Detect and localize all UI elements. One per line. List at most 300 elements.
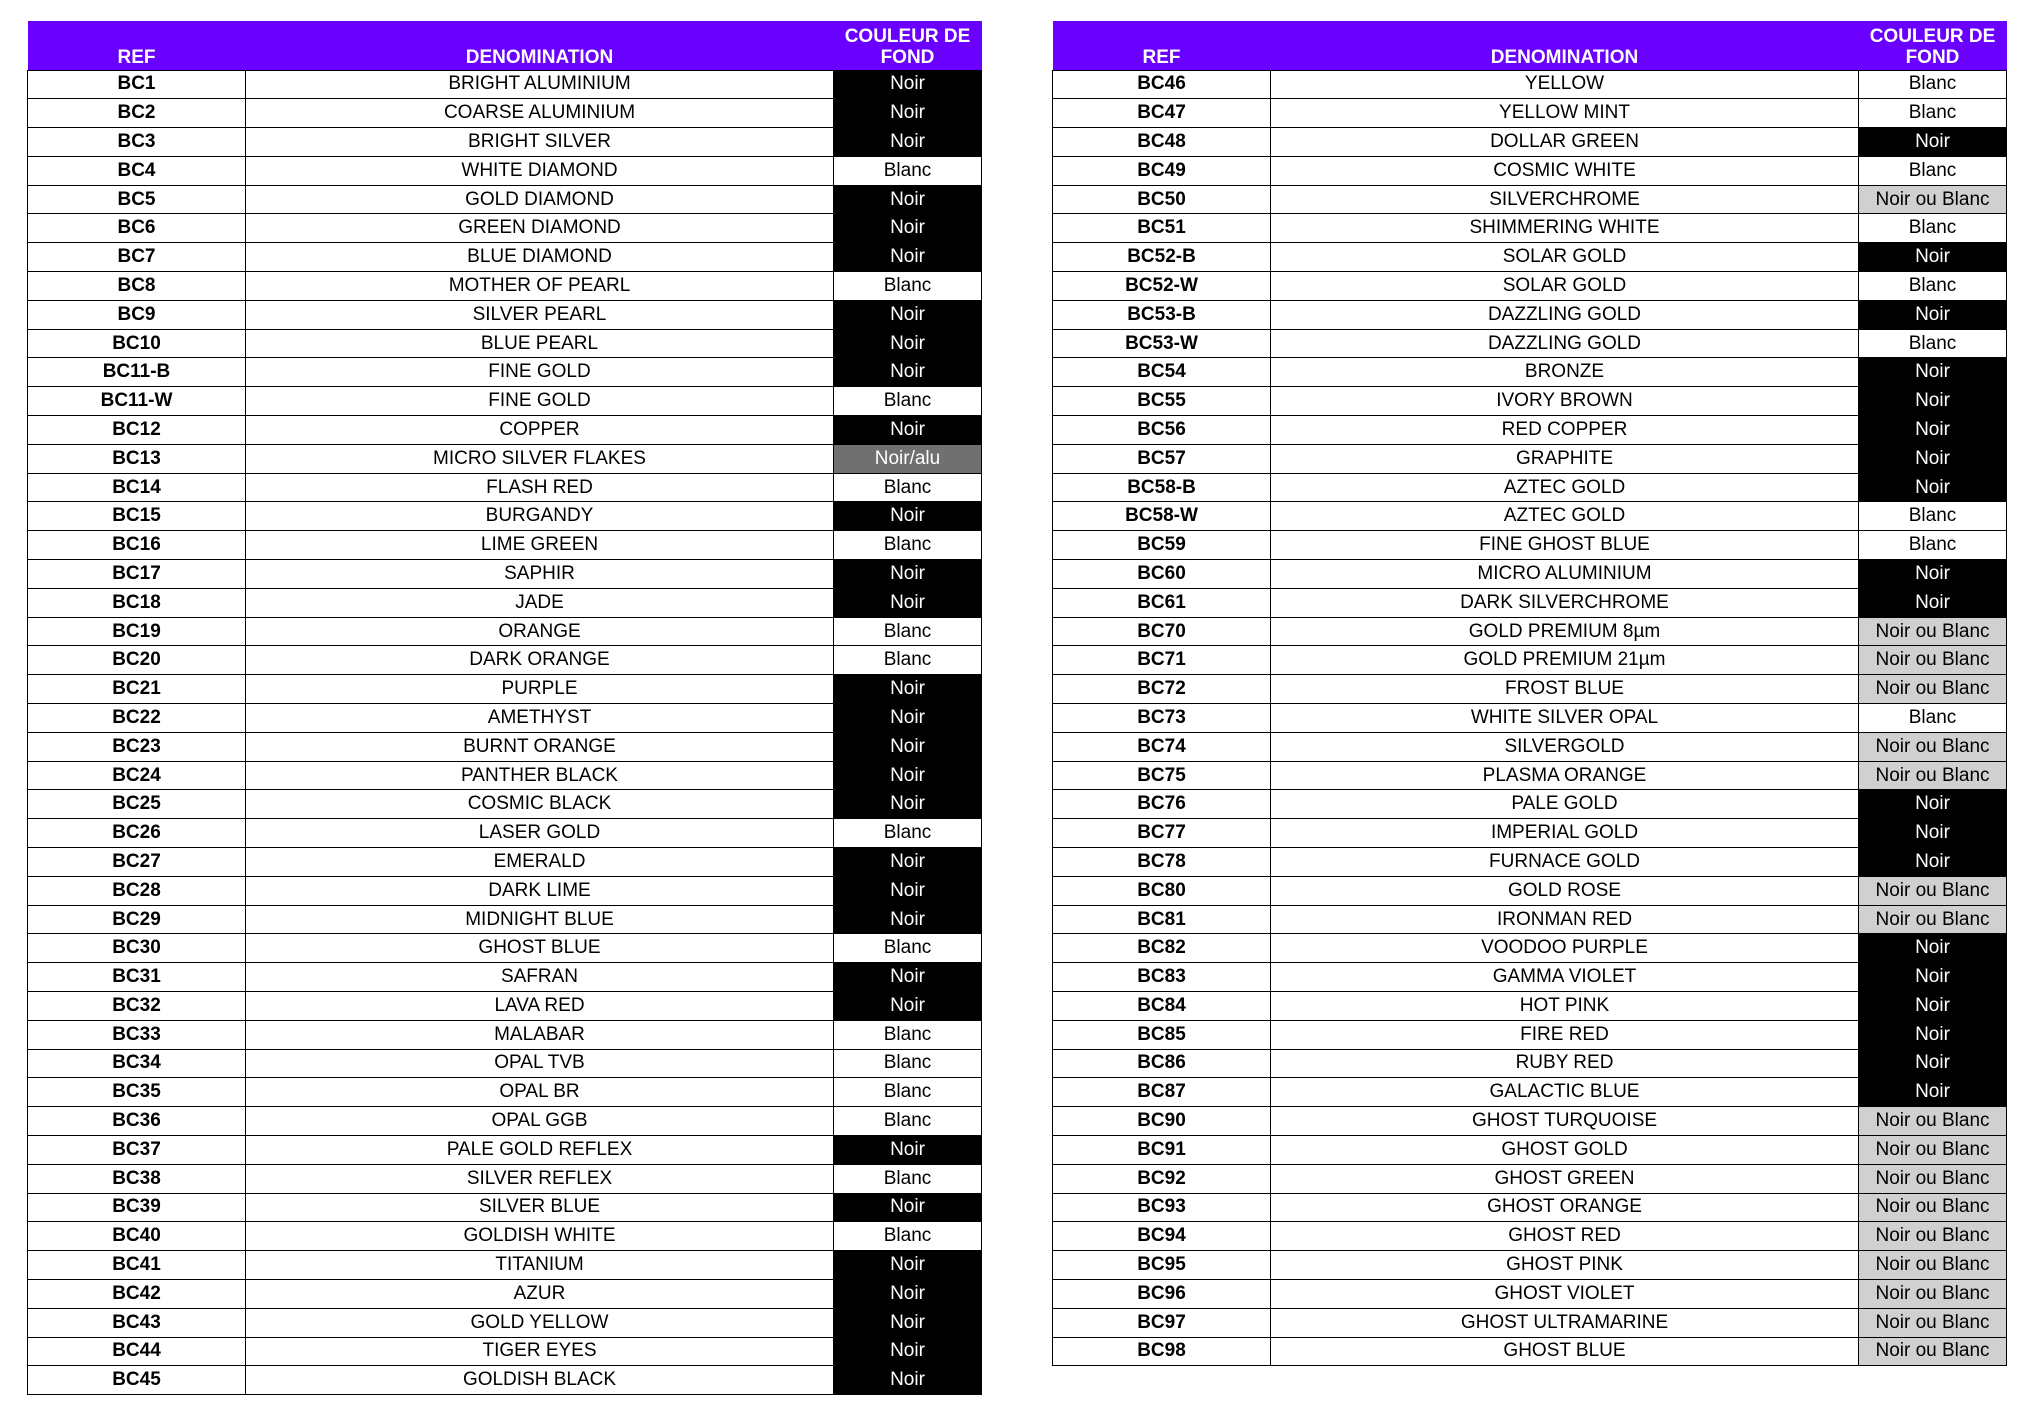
table-row (1053, 272, 2007, 301)
ref-cell: BC43 (28, 1308, 246, 1337)
ref-cell: BC91 (1053, 1135, 1271, 1164)
denomination-cell: GOLD PREMIUM 8µm (1271, 617, 1859, 646)
table-row (28, 1222, 982, 1251)
header-denomination: DENOMINATION (1271, 21, 1859, 70)
denomination-cell: SILVERCHROME (1271, 185, 1859, 214)
denomination-cell: MICRO ALUMINIUM (1271, 560, 1859, 589)
background-color-cell: Noir ou Blanc (1859, 1337, 2007, 1366)
table-row (28, 243, 982, 272)
background-color-cell: Noir (1859, 358, 2007, 387)
ref-cell: BC4 (28, 156, 246, 185)
ref-cell: BC21 (28, 675, 246, 704)
denomination-cell: EMERALD (246, 848, 834, 877)
table-row (28, 70, 982, 99)
table-row (28, 1337, 982, 1366)
background-color-cell: Noir ou Blanc (1859, 1107, 2007, 1136)
ref-cell: BC78 (1053, 848, 1271, 877)
table-row (1053, 1078, 2007, 1107)
table-row (1053, 704, 2007, 733)
table-row (28, 560, 982, 589)
ref-cell: BC40 (28, 1222, 246, 1251)
denomination-cell: AMETHYST (246, 704, 834, 733)
background-color-cell: Noir (834, 992, 982, 1021)
table-row (28, 1020, 982, 1049)
background-color-cell: Blanc (1859, 531, 2007, 560)
table-row (28, 617, 982, 646)
table-row (28, 963, 982, 992)
background-color-cell: Blanc (834, 819, 982, 848)
denomination-cell: FURNACE GOLD (1271, 848, 1859, 877)
denomination-cell: DOLLAR GREEN (1271, 128, 1859, 157)
ref-cell: BC12 (28, 416, 246, 445)
denomination-cell: AZUR (246, 1279, 834, 1308)
background-color-cell: Noir ou Blanc (1859, 1279, 2007, 1308)
ref-cell: BC93 (1053, 1193, 1271, 1222)
ref-cell: BC81 (1053, 905, 1271, 934)
table-row (1053, 992, 2007, 1021)
denomination-cell: SILVERGOLD (1271, 732, 1859, 761)
table-row (1053, 761, 2007, 790)
background-color-cell: Noir (1859, 934, 2007, 963)
background-color-cell: Blanc (1859, 704, 2007, 733)
denomination-cell: FINE GOLD (246, 387, 834, 416)
denomination-cell: BRIGHT SILVER (246, 128, 834, 157)
ref-cell: BC35 (28, 1078, 246, 1107)
ref-cell: BC30 (28, 934, 246, 963)
table-row (1053, 1279, 2007, 1308)
ref-cell: BC53-W (1053, 329, 1271, 358)
ref-cell: BC86 (1053, 1049, 1271, 1078)
denomination-cell: COPPER (246, 416, 834, 445)
background-color-cell: Noir ou Blanc (1859, 905, 2007, 934)
table-row (1053, 502, 2007, 531)
denomination-cell: TITANIUM (246, 1251, 834, 1280)
background-color-cell: Noir (1859, 416, 2007, 445)
ref-cell: BC15 (28, 502, 246, 531)
table-row (28, 934, 982, 963)
table-row (28, 444, 982, 473)
denomination-cell: IVORY BROWN (1271, 387, 1859, 416)
denomination-cell: MIDNIGHT BLUE (246, 905, 834, 934)
background-color-cell: Noir (834, 416, 982, 445)
table-row (1053, 99, 2007, 128)
denomination-cell: VOODOO PURPLE (1271, 934, 1859, 963)
background-color-cell: Noir ou Blanc (1859, 732, 2007, 761)
background-color-cell: Noir ou Blanc (1859, 185, 2007, 214)
denomination-cell: MICRO SILVER FLAKES (246, 444, 834, 473)
ref-cell: BC96 (1053, 1279, 1271, 1308)
table-row (1053, 329, 2007, 358)
background-color-cell: Noir (834, 300, 982, 329)
denomination-cell: DAZZLING GOLD (1271, 300, 1859, 329)
ref-cell: BC41 (28, 1251, 246, 1280)
background-color-cell: Blanc (834, 646, 982, 675)
table-row (28, 761, 982, 790)
denomination-cell: MOTHER OF PEARL (246, 272, 834, 301)
table-row (28, 1366, 982, 1395)
denomination-cell: PALE GOLD REFLEX (246, 1135, 834, 1164)
background-color-cell: Noir (1859, 387, 2007, 416)
denomination-cell: BURGANDY (246, 502, 834, 531)
denomination-cell: GHOST BLUE (246, 934, 834, 963)
denomination-cell: RUBY RED (1271, 1049, 1859, 1078)
table-row (28, 214, 982, 243)
background-color-cell: Blanc (1859, 214, 2007, 243)
background-color-cell: Noir (1859, 992, 2007, 1021)
ref-cell: BC61 (1053, 588, 1271, 617)
background-color-cell: Noir ou Blanc (1859, 646, 2007, 675)
denomination-cell: GHOST ULTRAMARINE (1271, 1308, 1859, 1337)
ref-cell: BC48 (1053, 128, 1271, 157)
denomination-cell: COARSE ALUMINIUM (246, 99, 834, 128)
denomination-cell: LASER GOLD (246, 819, 834, 848)
background-color-cell: Noir (834, 704, 982, 733)
table-row (28, 1049, 982, 1078)
background-color-cell: Noir (834, 1193, 982, 1222)
denomination-cell: IRONMAN RED (1271, 905, 1859, 934)
background-color-cell: Noir (834, 560, 982, 589)
background-color-cell: Noir ou Blanc (1859, 617, 2007, 646)
denomination-cell: BLUE PEARL (246, 329, 834, 358)
ref-cell: BC77 (1053, 819, 1271, 848)
background-color-cell: Noir (834, 502, 982, 531)
background-color-cell: Noir (1859, 848, 2007, 877)
background-color-cell: Noir (1859, 1049, 2007, 1078)
table-row (1053, 185, 2007, 214)
ref-cell: BC32 (28, 992, 246, 1021)
ref-cell: BC57 (1053, 444, 1271, 473)
background-color-cell: Blanc (834, 387, 982, 416)
denomination-cell: YELLOW (1271, 70, 1859, 99)
background-color-cell: Noir (1859, 819, 2007, 848)
background-color-cell: Noir (834, 761, 982, 790)
table-row (1053, 531, 2007, 560)
ref-cell: BC83 (1053, 963, 1271, 992)
denomination-cell: GOLD YELLOW (246, 1308, 834, 1337)
table-row (1053, 156, 2007, 185)
table-row (28, 473, 982, 502)
denomination-cell: AZTEC GOLD (1271, 502, 1859, 531)
background-color-cell: Noir (834, 214, 982, 243)
ref-cell: BC56 (1053, 416, 1271, 445)
ref-cell: BC38 (28, 1164, 246, 1193)
denomination-cell: OPAL GGB (246, 1107, 834, 1136)
table-row (1053, 1164, 2007, 1193)
product-table-left (27, 21, 982, 1395)
header-ref: REF (1053, 21, 1271, 70)
background-color-cell: Blanc (834, 156, 982, 185)
table-row (1053, 1308, 2007, 1337)
background-color-cell: Noir ou Blanc (1859, 1193, 2007, 1222)
ref-cell: BC59 (1053, 531, 1271, 560)
ref-cell: BC36 (28, 1107, 246, 1136)
background-color-cell: Blanc (1859, 156, 2007, 185)
table-row (28, 588, 982, 617)
table-row (28, 128, 982, 157)
denomination-cell: BRONZE (1271, 358, 1859, 387)
background-color-cell: Noir (834, 70, 982, 99)
denomination-cell: MALABAR (246, 1020, 834, 1049)
ref-cell: BC9 (28, 300, 246, 329)
background-color-cell: Noir (834, 1135, 982, 1164)
denomination-cell: FINE GOLD (246, 358, 834, 387)
ref-cell: BC84 (1053, 992, 1271, 1021)
background-color-cell: Blanc (834, 531, 982, 560)
table-row (1053, 617, 2007, 646)
table-row (1053, 444, 2007, 473)
denomination-cell: SOLAR GOLD (1271, 272, 1859, 301)
table-row (28, 704, 982, 733)
ref-cell: BC87 (1053, 1078, 1271, 1107)
table-row (1053, 675, 2007, 704)
ref-cell: BC71 (1053, 646, 1271, 675)
background-color-cell: Noir ou Blanc (1859, 1135, 2007, 1164)
ref-cell: BC52-W (1053, 272, 1271, 301)
denomination-cell: GHOST VIOLET (1271, 1279, 1859, 1308)
ref-cell: BC23 (28, 732, 246, 761)
ref-cell: BC1 (28, 70, 246, 99)
background-color-cell: Noir (1859, 588, 2007, 617)
background-color-cell: Noir (834, 905, 982, 934)
denomination-cell: YELLOW MINT (1271, 99, 1859, 128)
ref-cell: BC58-W (1053, 502, 1271, 531)
table-row (1053, 876, 2007, 905)
denomination-cell: TIGER EYES (246, 1337, 834, 1366)
denomination-cell: HOT PINK (1271, 992, 1859, 1021)
ref-cell: BC80 (1053, 876, 1271, 905)
background-color-cell: Noir (834, 1251, 982, 1280)
table-row (28, 1308, 982, 1337)
table-row (1053, 358, 2007, 387)
denomination-cell: FINE GHOST BLUE (1271, 531, 1859, 560)
table-row (28, 531, 982, 560)
header-denomination: DENOMINATION (246, 21, 834, 70)
table-row (28, 992, 982, 1021)
ref-cell: BC47 (1053, 99, 1271, 128)
background-color-cell: Blanc (834, 1020, 982, 1049)
denomination-cell: PURPLE (246, 675, 834, 704)
background-color-cell: Noir (834, 99, 982, 128)
background-color-cell: Blanc (834, 1049, 982, 1078)
denomination-cell: DARK LIME (246, 876, 834, 905)
ref-cell: BC2 (28, 99, 246, 128)
background-color-cell: Noir (834, 128, 982, 157)
denomination-cell: DARK ORANGE (246, 646, 834, 675)
ref-cell: BC58-B (1053, 473, 1271, 502)
table-row (1053, 1222, 2007, 1251)
table-row (28, 819, 982, 848)
table-row (28, 358, 982, 387)
background-color-cell: Blanc (834, 473, 982, 502)
background-color-cell: Noir (1859, 128, 2007, 157)
table-row (1053, 790, 2007, 819)
denomination-cell: WHITE DIAMOND (246, 156, 834, 185)
denomination-cell: LIME GREEN (246, 531, 834, 560)
ref-cell: BC39 (28, 1193, 246, 1222)
background-color-cell: Noir/alu (834, 444, 982, 473)
denomination-cell: GALACTIC BLUE (1271, 1078, 1859, 1107)
table-row (28, 185, 982, 214)
table-row (28, 416, 982, 445)
ref-cell: BC37 (28, 1135, 246, 1164)
denomination-cell: PANTHER BLACK (246, 761, 834, 790)
ref-cell: BC42 (28, 1279, 246, 1308)
table-row (28, 1251, 982, 1280)
table-row (1053, 588, 2007, 617)
denomination-cell: COSMIC WHITE (1271, 156, 1859, 185)
ref-cell: BC31 (28, 963, 246, 992)
ref-cell: BC29 (28, 905, 246, 934)
ref-cell: BC16 (28, 531, 246, 560)
denomination-cell: GHOST RED (1271, 1222, 1859, 1251)
denomination-cell: IMPERIAL GOLD (1271, 819, 1859, 848)
ref-cell: BC10 (28, 329, 246, 358)
ref-cell: BC33 (28, 1020, 246, 1049)
ref-cell: BC20 (28, 646, 246, 675)
denomination-cell: PALE GOLD (1271, 790, 1859, 819)
table-row (28, 1107, 982, 1136)
denomination-cell: GOLD PREMIUM 21µm (1271, 646, 1859, 675)
background-color-cell: Noir (834, 1279, 982, 1308)
denomination-cell: GAMMA VIOLET (1271, 963, 1859, 992)
denomination-cell: ORANGE (246, 617, 834, 646)
table-row (1053, 934, 2007, 963)
denomination-cell: GHOST GOLD (1271, 1135, 1859, 1164)
ref-cell: BC72 (1053, 675, 1271, 704)
ref-cell: BC51 (1053, 214, 1271, 243)
ref-cell: BC76 (1053, 790, 1271, 819)
table-header-row (28, 21, 982, 70)
table-row (1053, 1049, 2007, 1078)
table-row (28, 1164, 982, 1193)
ref-cell: BC55 (1053, 387, 1271, 416)
background-color-cell: Noir ou Blanc (1859, 761, 2007, 790)
background-color-cell: Noir ou Blanc (1859, 1164, 2007, 1193)
table-row (1053, 243, 2007, 272)
background-color-cell: Blanc (834, 1078, 982, 1107)
denomination-cell: GHOST ORANGE (1271, 1193, 1859, 1222)
background-color-cell: Noir ou Blanc (1859, 1308, 2007, 1337)
table-row (28, 876, 982, 905)
denomination-cell: BRIGHT ALUMINIUM (246, 70, 834, 99)
ref-cell: BC44 (28, 1337, 246, 1366)
background-color-cell: Blanc (1859, 329, 2007, 358)
table-row (1053, 1251, 2007, 1280)
background-color-cell: Noir ou Blanc (1859, 1251, 2007, 1280)
denomination-cell: GHOST TURQUOISE (1271, 1107, 1859, 1136)
denomination-cell: OPAL TVB (246, 1049, 834, 1078)
table-row (1053, 387, 2007, 416)
ref-cell: BC5 (28, 185, 246, 214)
denomination-cell: SAFRAN (246, 963, 834, 992)
table-row (1053, 905, 2007, 934)
background-color-cell: Noir (834, 1366, 982, 1395)
ref-cell: BC8 (28, 272, 246, 301)
background-color-cell: Noir (834, 329, 982, 358)
table-row (1053, 70, 2007, 99)
ref-cell: BC73 (1053, 704, 1271, 733)
ref-cell: BC11-W (28, 387, 246, 416)
denomination-cell: JADE (246, 588, 834, 617)
denomination-cell: AZTEC GOLD (1271, 473, 1859, 502)
background-color-cell: Noir (1859, 1078, 2007, 1107)
ref-cell: BC85 (1053, 1020, 1271, 1049)
denomination-cell: PLASMA ORANGE (1271, 761, 1859, 790)
background-color-cell: Noir (834, 876, 982, 905)
background-color-cell: Noir (834, 963, 982, 992)
background-color-cell: Noir (1859, 243, 2007, 272)
ref-cell: BC49 (1053, 156, 1271, 185)
table-row (28, 300, 982, 329)
table-row (1053, 416, 2007, 445)
table-row (1053, 1107, 2007, 1136)
ref-cell: BC70 (1053, 617, 1271, 646)
background-color-cell: Noir (834, 358, 982, 387)
denomination-cell: SHIMMERING WHITE (1271, 214, 1859, 243)
product-table-right (1052, 21, 2007, 1366)
denomination-cell: GHOST GREEN (1271, 1164, 1859, 1193)
denomination-cell: BURNT ORANGE (246, 732, 834, 761)
background-color-cell: Noir (834, 185, 982, 214)
table-row (28, 1135, 982, 1164)
denomination-cell: COSMIC BLACK (246, 790, 834, 819)
table-row (1053, 963, 2007, 992)
denomination-cell: GOLDISH WHITE (246, 1222, 834, 1251)
table-row (28, 387, 982, 416)
table-row (1053, 214, 2007, 243)
background-color-cell: Noir (1859, 300, 2007, 329)
denomination-cell: FROST BLUE (1271, 675, 1859, 704)
ref-cell: BC95 (1053, 1251, 1271, 1280)
table-row (28, 905, 982, 934)
background-color-cell: Noir (834, 1308, 982, 1337)
ref-cell: BC90 (1053, 1107, 1271, 1136)
ref-cell: BC45 (28, 1366, 246, 1395)
denomination-cell: DARK SILVERCHROME (1271, 588, 1859, 617)
table-row (1053, 848, 2007, 877)
ref-cell: BC26 (28, 819, 246, 848)
ref-cell: BC98 (1053, 1337, 1271, 1366)
ref-cell: BC75 (1053, 761, 1271, 790)
table-row (1053, 128, 2007, 157)
denomination-cell: GOLDISH BLACK (246, 1366, 834, 1395)
denomination-cell: GHOST BLUE (1271, 1337, 1859, 1366)
background-color-cell: Blanc (834, 617, 982, 646)
ref-cell: BC6 (28, 214, 246, 243)
table-row (28, 99, 982, 128)
header-background-color: COULEUR DE FOND (1859, 21, 2007, 70)
table-row (28, 790, 982, 819)
background-color-cell: Blanc (1859, 272, 2007, 301)
table-row (1053, 473, 2007, 502)
header-background-color: COULEUR DE FOND (834, 21, 982, 70)
ref-cell: BC46 (1053, 70, 1271, 99)
denomination-cell: GOLD DIAMOND (246, 185, 834, 214)
background-color-cell: Noir (834, 1337, 982, 1366)
ref-cell: BC19 (28, 617, 246, 646)
ref-cell: BC54 (1053, 358, 1271, 387)
table-header-row (1053, 21, 2007, 70)
ref-cell: BC28 (28, 876, 246, 905)
denomination-cell: WHITE SILVER OPAL (1271, 704, 1859, 733)
table-row (28, 732, 982, 761)
ref-cell: BC97 (1053, 1308, 1271, 1337)
table-row (28, 646, 982, 675)
ref-cell: BC18 (28, 588, 246, 617)
denomination-cell: SILVER PEARL (246, 300, 834, 329)
background-color-cell: Blanc (834, 934, 982, 963)
background-color-cell: Blanc (834, 1107, 982, 1136)
